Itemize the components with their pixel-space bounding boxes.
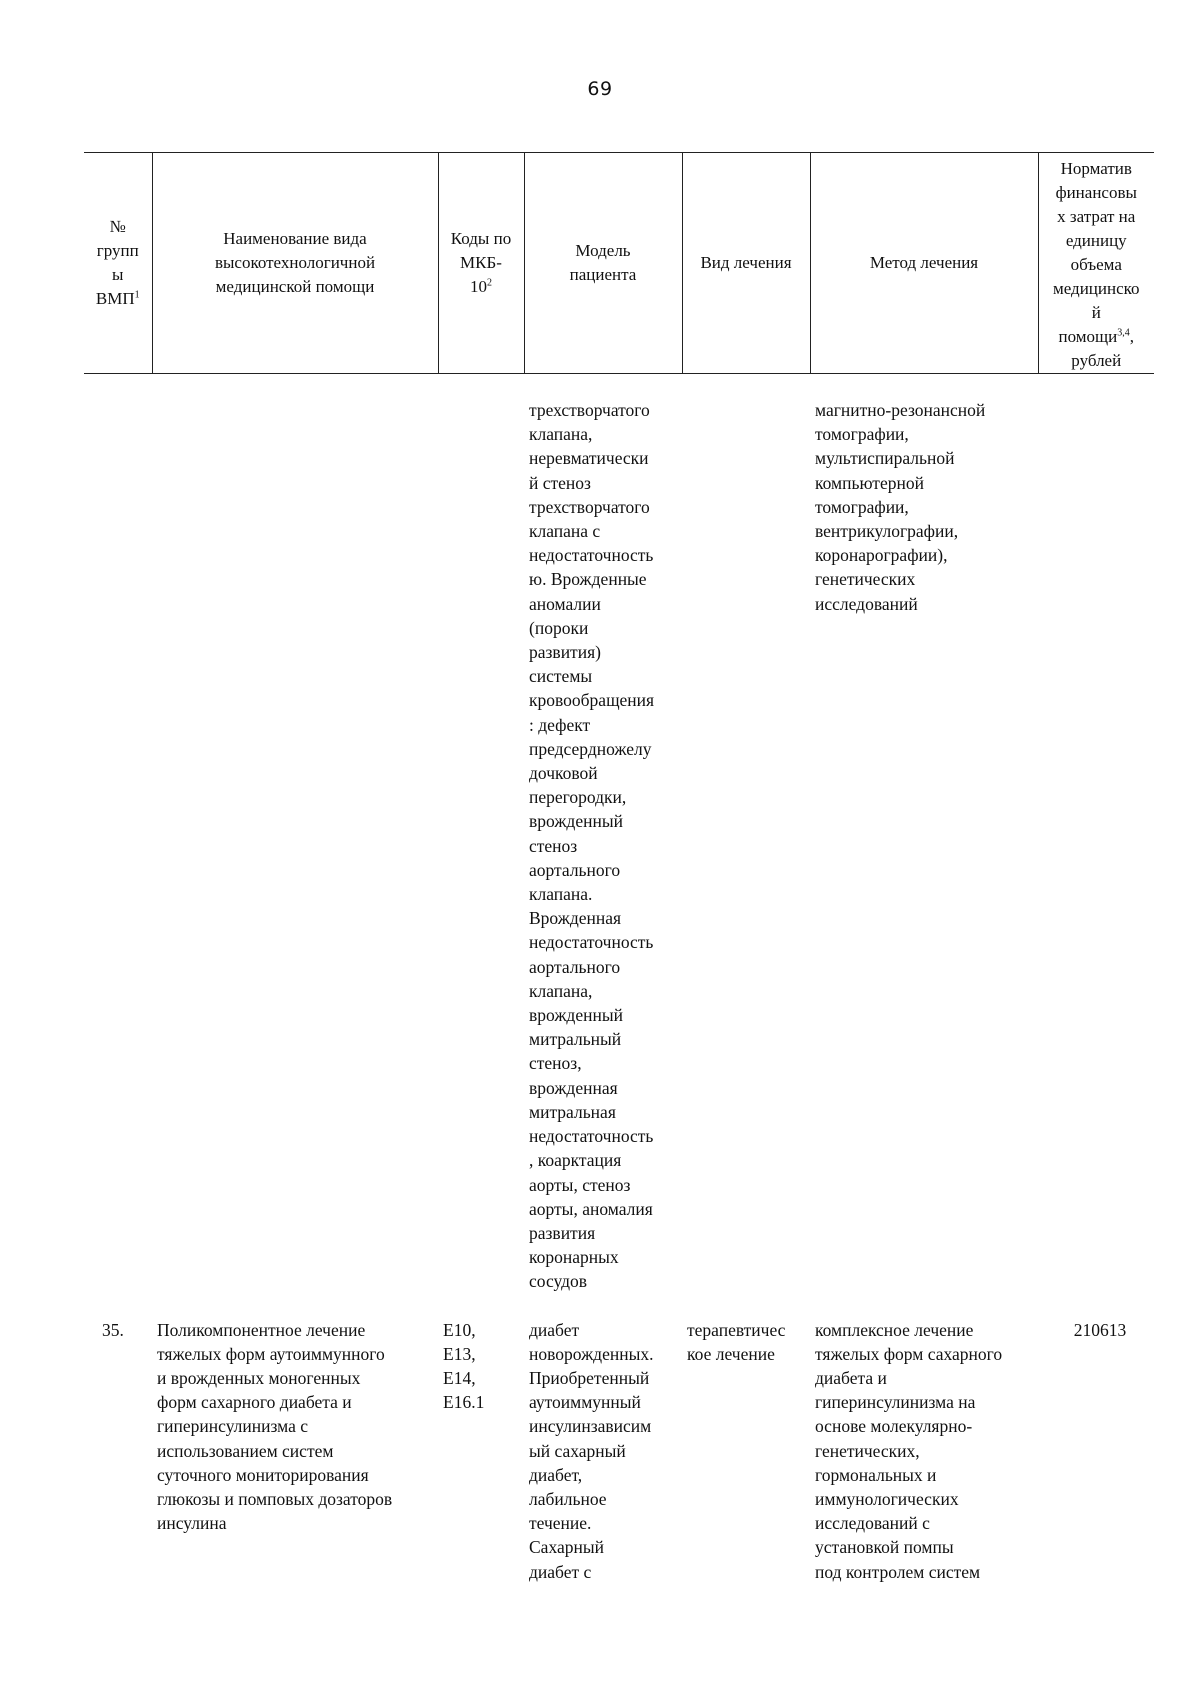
text-line: аортального (529, 859, 621, 880)
text-line: магнитно-резонансной (815, 400, 986, 420)
text-line: клапана с (529, 521, 601, 542)
text-line: трехстворчатого (529, 496, 650, 517)
text-line: аутоиммунный (529, 1392, 641, 1413)
text-line: клапана, (529, 424, 593, 445)
footnote-2: 2 (487, 277, 492, 289)
cell-treatment-method (810, 374, 1038, 1308)
cell-patient-model (524, 1308, 682, 1584)
text-line: тяжелых форм сахарного (815, 1343, 1003, 1364)
text-line: врожденный (529, 1005, 623, 1026)
text-line: томографии, (815, 424, 909, 445)
text-line: коронарных (529, 1247, 619, 1268)
text-line: аорты, стеноз (529, 1174, 631, 1195)
text-line: диабет (529, 1319, 580, 1340)
text-line: гормональных и (815, 1464, 937, 1485)
text-line: коронарографии), (815, 545, 948, 566)
table-row-continuation (84, 374, 1154, 1308)
text-line: трехстворчатого (529, 400, 650, 420)
footnote-3-4: 3,4 (1117, 327, 1130, 339)
cell-care-type-name (152, 374, 438, 1308)
page-number: 69 (587, 78, 613, 100)
text-line: E10, (443, 1319, 476, 1340)
text-line: системы (529, 666, 593, 687)
table-header-row (84, 153, 1154, 374)
text-line: , коарктация (529, 1150, 622, 1171)
text-line: : дефект (529, 714, 591, 735)
table-row-35 (84, 1308, 1154, 1584)
cell-patient-model (524, 374, 682, 1308)
text-line: глюкозы и помповых дозаторов (157, 1488, 393, 1509)
text-line: E14, (443, 1367, 476, 1388)
header-treatment-method: Метод лечения (810, 153, 1038, 374)
text-line: (пороки (529, 617, 589, 638)
cell-treatment-method (810, 1308, 1038, 1584)
text-line: инсулина (157, 1513, 227, 1534)
text-line: форм сахарного диабета и (157, 1392, 352, 1413)
header-care-type-name: Наименование вида высокотехнологичной медицинской помощи (152, 153, 438, 374)
text-line: Врожденная (529, 908, 622, 929)
text-line: диабет с (529, 1561, 592, 1582)
cell-icd-codes (438, 374, 524, 1308)
cell-treatment-type (682, 1308, 810, 1584)
text-line: комплексное лечение (815, 1319, 974, 1340)
text-line: аорты, аномалия (529, 1198, 653, 1219)
text-line: Приобретенный (529, 1367, 650, 1388)
vmp-table (84, 152, 1154, 1584)
text-line: недостаточность (529, 545, 654, 566)
cell-group-number (84, 374, 152, 1308)
header-treatment-type: Вид лечения (682, 153, 810, 374)
text-line: клапана, (529, 980, 593, 1001)
text-line: ый сахарный (529, 1440, 626, 1461)
text-line: врожденная (529, 1077, 618, 1098)
header-icd-codes: Коды по МКБ- $10^2$ (438, 153, 524, 374)
text-line: Поликомпонентное лечение (157, 1319, 366, 1340)
text-line: томографии, (815, 496, 909, 517)
cell-group-number: 35. (102, 1319, 124, 1340)
text-line: диабет, (529, 1464, 583, 1485)
text-line: установкой помпы (815, 1537, 954, 1558)
cell-cost-standard: 210613 (1073, 1319, 1127, 1340)
text-line: Сахарный (529, 1537, 604, 1558)
text-line: клапана. (529, 884, 593, 905)
text-line: недостаточность (529, 1126, 654, 1147)
text-line: инсулинзависим (529, 1416, 652, 1437)
cell-icd-codes (438, 1308, 524, 1584)
text-line: стеноз, (529, 1053, 582, 1074)
text-line: развития) (529, 642, 601, 663)
text-line: недостаточность (529, 932, 654, 953)
text-line: течение. (529, 1513, 592, 1534)
text-line: кровообращения (529, 690, 655, 711)
text-line: гиперинсулинизма с (157, 1416, 309, 1437)
text-line: гиперинсулинизма на (815, 1392, 976, 1413)
text-line: кое лечение (687, 1343, 775, 1364)
text-line: аномалии (529, 593, 601, 614)
header-group-number: № групп ы ВМП$^1$ (84, 153, 152, 374)
text-line: аортального (529, 956, 621, 977)
header-cost-standard: Норматив финансовы х затрат на единицу объема медицинско й помощи$^{3,4}$, рублей (1038, 153, 1154, 374)
text-line: генетических, (815, 1440, 920, 1461)
text-line: й стеноз (529, 472, 591, 493)
text-line: суточного мониторирования (157, 1464, 369, 1485)
text-line: диабета и (815, 1367, 887, 1388)
text-line: развития (529, 1222, 596, 1243)
text-line: сосудов (529, 1271, 588, 1292)
text-line: основе молекулярно- (815, 1416, 973, 1437)
text-line: E16.1 (443, 1392, 485, 1413)
text-line: неревматически (529, 448, 649, 469)
text-line: и врожденных моногенных (157, 1367, 361, 1388)
text-line: исследований с (815, 1513, 930, 1534)
text-line: генетических (815, 569, 916, 590)
text-line: терапевтичес (687, 1319, 786, 1340)
text-line: лабильное (529, 1488, 607, 1509)
text-line: мультиспиральной (815, 448, 955, 469)
text-line: под контролем систем (815, 1561, 981, 1582)
text-line: дочковой (529, 763, 598, 784)
text-line: тяжелых форм аутоиммунного (157, 1343, 385, 1364)
text-line: использованием систем (157, 1440, 334, 1461)
text-line: иммунологических (815, 1488, 959, 1509)
text-line: врожденный (529, 811, 623, 832)
text-line: ю. Врожденные (529, 569, 647, 590)
header-patient-model: Модель пациента (524, 153, 682, 374)
footnote-1: 1 (134, 289, 140, 301)
cell-cost-standard (1038, 374, 1154, 1308)
text-line: вентрикулографии, (815, 521, 959, 542)
text-line: стеноз (529, 835, 578, 856)
text-line: E13, (443, 1343, 476, 1364)
cell-care-type-name (152, 1308, 438, 1584)
cell-treatment-type (682, 374, 810, 1308)
text-line: исследований (815, 593, 918, 614)
text-line: компьютерной (815, 472, 924, 493)
text-line: предсердножелу (529, 738, 652, 759)
text-line: новорожденных. (529, 1343, 654, 1364)
text-line: митральный (529, 1029, 622, 1050)
text-line: перегородки, (529, 787, 627, 808)
text-line: митральная (529, 1101, 616, 1122)
